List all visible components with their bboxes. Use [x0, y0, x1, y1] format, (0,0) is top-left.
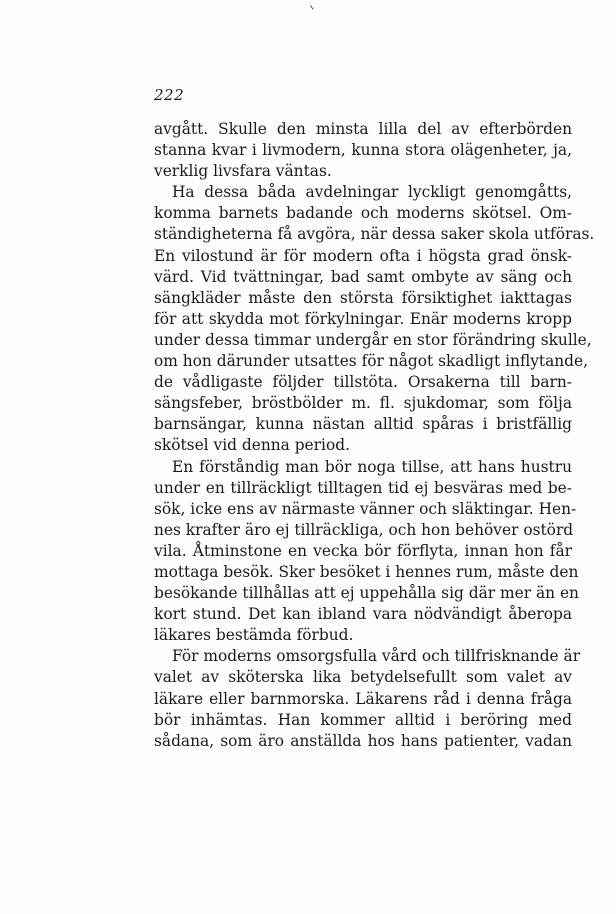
text-line: ständigheterna få avgöra, när dessa saker skola utföras. [154, 225, 595, 244]
text-line: sök, icke ens av närmaste vänner och släktingar. Hen- [154, 499, 577, 518]
text-line: komma barnets badande och moderns skötsel. Om- [154, 204, 572, 223]
text-line: En vilostund är för modern ofta i högsta grad önsk- [154, 246, 572, 265]
text-line: avgått. Skulle den minsta lilla del av efterbörden [154, 120, 572, 138]
text-line: stanna kvar i livmodern, kunna stora olägenheter, ja, [154, 141, 572, 160]
print-mark [310, 3, 316, 9]
text-line: verklig livsfara väntas. [154, 162, 332, 181]
text-line: sängsfeber, bröstbölder m. fl. sjukdomar, som följa [154, 394, 572, 413]
text-line: skötsel vid denna period. [154, 436, 350, 455]
text-line: vila. Åtminstone en vecka bör förflyta, innan hon får [154, 541, 572, 560]
text-line: valet av sköterska lika betydelsefullt som valet av [154, 668, 572, 687]
page-number: 222 [154, 86, 185, 104]
text-line: under dessa timmar undergår en stor förändring skulle, [154, 330, 592, 349]
text-line: de vådligaste följder tillstöta. Orsakerna till barn- [154, 373, 572, 392]
text-line: besökande tillhållas att ej uppehålla sig där mer än en [154, 584, 579, 603]
text-line: läkares bestämda förbud. [154, 626, 354, 645]
text-line: sådana, som äro anställda hos hans patienter, vadan [154, 731, 572, 750]
text-line: värd. Vid tvättningar, bad samt ombyte av säng och [154, 267, 572, 286]
text-line: För moderns omsorgsfulla vård och tillfrisknande är [172, 647, 581, 666]
text-line: om hon därunder utsattes för något skadligt inflytande, [154, 352, 589, 371]
text-line: för att skydda mot förkylningar. Enär moderns kropp [154, 309, 572, 328]
text-line: läkare eller barnmorska. Läkarens råd i denna fråga [154, 689, 572, 708]
body-text [154, 119, 595, 752]
text-line: under en tillräckligt tilltagen tid ej besväras med be- [154, 478, 572, 497]
text-line: bör inhämtas. Han kommer alltid i beröring med [154, 710, 572, 729]
text-line: Ha dessa båda avdelningar lyckligt genomgåtts, [172, 183, 572, 202]
text-line: En förståndig man bör noga tillse, att hans hustru [172, 457, 572, 476]
text-line: sängkläder måste den största försiktighet iakttagas [154, 288, 572, 307]
text-line: kort stund. Det kan ibland vara nödvändigt åberopa [154, 605, 572, 624]
text-line: mottaga besök. Sker besöket i hennes rum, måste den [154, 562, 579, 581]
text-line: barnsängar, kunna nästan alltid spåras i bristfällig [154, 415, 572, 434]
text-line: nes krafter äro ej tillräckliga, och hon behöver ostörd [154, 520, 574, 539]
